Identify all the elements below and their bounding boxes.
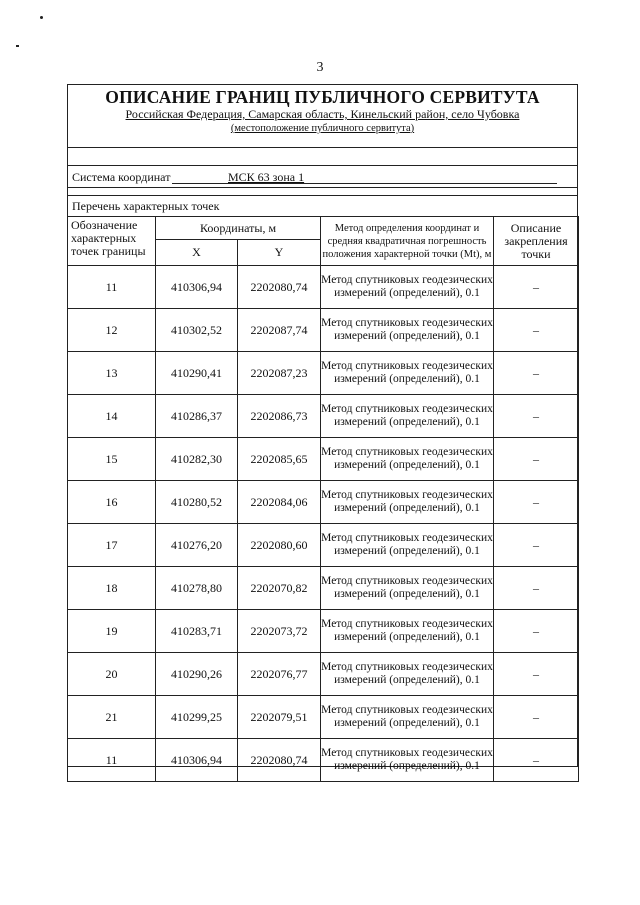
header-y: Y xyxy=(238,240,321,266)
table-row xyxy=(68,567,579,610)
point-cell: 17 xyxy=(68,524,156,567)
table-row xyxy=(68,352,579,395)
fixation-cell: – xyxy=(494,567,579,610)
table-row xyxy=(68,481,579,524)
y-cell: 2202079,51 xyxy=(238,696,321,739)
y-cell: 2202076,77 xyxy=(238,653,321,696)
y-cell: 2202070,82 xyxy=(238,567,321,610)
method-cell: Метод спутниковых геодезических измерений (определений), 0.1 xyxy=(321,567,494,610)
x-cell: 410302,52 xyxy=(156,309,238,352)
y-cell: 2202080,60 xyxy=(238,524,321,567)
spacer-row xyxy=(68,147,577,166)
table-row xyxy=(68,739,579,782)
table-row xyxy=(68,524,579,567)
table-row xyxy=(68,309,579,352)
table-row xyxy=(68,395,579,438)
x-cell: 410299,25 xyxy=(156,696,238,739)
x-cell: 410276,20 xyxy=(156,524,238,567)
method-cell: Метод спутниковых геодезических измерений (определений), 0.1 xyxy=(321,653,494,696)
method-cell: Метод спутниковых геодезических измерений (определений), 0.1 xyxy=(321,266,494,309)
page-number: 3 xyxy=(316,60,324,75)
table-row xyxy=(68,653,579,696)
y-cell: 2202087,23 xyxy=(238,352,321,395)
x-cell: 410282,30 xyxy=(156,438,238,481)
easement-location: Российская Федерация, Самарская область, Кинельский район, село Чубовка xyxy=(125,107,520,121)
point-cell: 11 xyxy=(68,739,156,782)
fixation-cell: – xyxy=(494,739,579,782)
method-cell: Метод спутниковых геодезических измерений (определений), 0.1 xyxy=(321,438,494,481)
method-cell: Метод спутниковых геодезических измерений (определений), 0.1 xyxy=(321,352,494,395)
fixation-cell: – xyxy=(494,395,579,438)
scan-speck xyxy=(40,16,43,19)
header-fixation: Описание закрепления точки xyxy=(494,217,579,266)
point-cell: 15 xyxy=(68,438,156,481)
point-cell: 12 xyxy=(68,309,156,352)
fixation-cell: – xyxy=(494,352,579,395)
x-cell: 410290,26 xyxy=(156,653,238,696)
location-caption: (местоположение публичного сервитута) xyxy=(230,123,415,134)
y-cell: 2202080,74 xyxy=(238,739,321,782)
points-list-heading xyxy=(68,196,577,217)
header-designation: Обозначение характерных точек границы xyxy=(68,217,156,266)
method-cell: Метод спутниковых геодезических измерений (определений), 0.1 xyxy=(321,309,494,352)
method-cell: Метод спутниковых геодезических измерений (определений), 0.1 xyxy=(321,739,494,782)
y-cell: 2202087,74 xyxy=(238,309,321,352)
points-list-title: Перечень характерных точек xyxy=(72,199,220,213)
form-title: ОПИСАНИЕ ГРАНИЦ ПУБЛИЧНОГО СЕРВИТУТА xyxy=(105,87,540,107)
method-cell: Метод спутниковых геодезических измерений (определений), 0.1 xyxy=(321,481,494,524)
header-coordinates: Координаты, м xyxy=(156,217,321,240)
y-cell: 2202080,74 xyxy=(238,266,321,309)
boundary-description-form xyxy=(67,84,578,772)
x-cell: 410290,41 xyxy=(156,352,238,395)
fixation-cell: – xyxy=(494,524,579,567)
coordinate-system-label: Система координат xyxy=(72,170,171,184)
scan-speck xyxy=(16,45,19,47)
header-method: Метод определения координат и средняя квадратичная погрешность положения характерной точки (Mt), м xyxy=(321,217,494,266)
point-cell: 13 xyxy=(68,352,156,395)
fixation-cell: – xyxy=(494,438,579,481)
y-cell: 2202073,72 xyxy=(238,610,321,653)
method-cell: Метод спутниковых геодезических измерений (определений), 0.1 xyxy=(321,524,494,567)
header-x: X xyxy=(156,240,238,266)
form-header xyxy=(68,85,577,148)
fixation-cell: – xyxy=(494,481,579,524)
fixation-cell: – xyxy=(494,610,579,653)
point-cell: 18 xyxy=(68,567,156,610)
table-row xyxy=(68,266,579,309)
x-cell: 410278,80 xyxy=(156,567,238,610)
point-cell: 19 xyxy=(68,610,156,653)
y-cell: 2202085,65 xyxy=(238,438,321,481)
table-row xyxy=(68,438,579,481)
table-row xyxy=(68,696,579,739)
table-row xyxy=(68,610,579,653)
point-cell: 20 xyxy=(68,653,156,696)
fixation-cell: – xyxy=(494,266,579,309)
spacer-row xyxy=(68,187,577,196)
point-cell: 14 xyxy=(68,395,156,438)
point-cell: 21 xyxy=(68,696,156,739)
method-cell: Метод спутниковых геодезических измерений (определений), 0.1 xyxy=(321,610,494,653)
method-cell: Метод спутниковых геодезических измерений (определений), 0.1 xyxy=(321,395,494,438)
coordinate-system-row xyxy=(68,166,577,188)
x-cell: 410306,94 xyxy=(156,266,238,309)
x-cell: 410280,52 xyxy=(156,481,238,524)
characteristic-points-table xyxy=(67,216,579,782)
point-cell: 16 xyxy=(68,481,156,524)
fixation-cell: – xyxy=(494,696,579,739)
coordinate-system-value: МСК 63 зона 1 xyxy=(228,170,305,184)
method-cell: Метод спутниковых геодезических измерений (определений), 0.1 xyxy=(321,696,494,739)
x-cell: 410286,37 xyxy=(156,395,238,438)
y-cell: 2202084,06 xyxy=(238,481,321,524)
point-cell: 11 xyxy=(68,266,156,309)
fixation-cell: – xyxy=(494,653,579,696)
y-cell: 2202086,73 xyxy=(238,395,321,438)
x-cell: 410306,94 xyxy=(156,739,238,782)
fixation-cell: – xyxy=(494,309,579,352)
x-cell: 410283,71 xyxy=(156,610,238,653)
